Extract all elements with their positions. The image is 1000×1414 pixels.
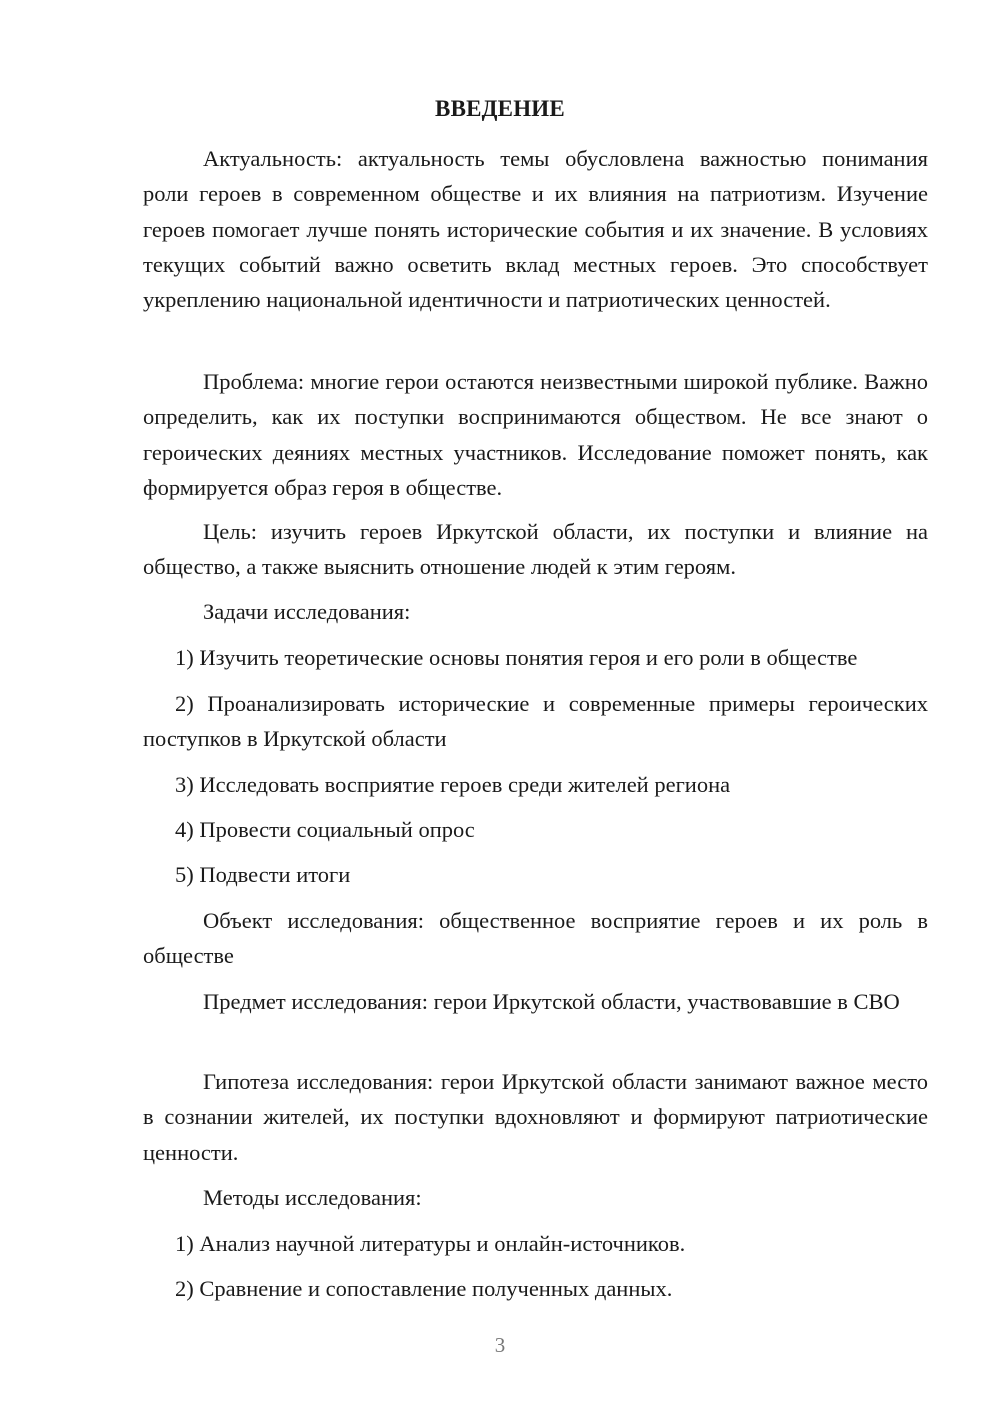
paragraph-subject: Предмет исследования: герои Иркутской области, участвовавшие в СВО (203, 989, 900, 1014)
list-item-method-1: 1) Анализ научной литературы и онлайн-источников. (175, 1231, 686, 1256)
page-number: 3 (494, 1333, 506, 1357)
list-item-task-1: 1) Изучить теоретические основы понятия героя и его роли в обществе (175, 645, 858, 670)
paragraph-methods-title: Методы исследования: (203, 1185, 422, 1210)
section-heading: ВВЕДЕНИЕ (435, 96, 565, 121)
list-item-task-4: 4) Провести социальный опрос (175, 817, 475, 842)
paragraph-object: Объект исследования: общественное восприятие героев и их роль в обществе (143, 908, 928, 969)
paragraph-hypothesis: Гипотеза исследования: герои Иркутской области занимают важное место в сознании жителей, их поступки вдохновляют и формируют патриотические ценности. (143, 1069, 928, 1165)
paragraph-tasks-title: Задачи исследования: (203, 599, 411, 624)
paragraph-goal: Цель: изучить героев Иркутской области, их поступки и влияние на общество, а также выяснить отношение людей к этим героям. (143, 519, 928, 580)
list-item-task-3: 3) Исследовать восприятие героев среди жителей региона (175, 772, 731, 797)
list-item-task-2: 2) Проанализировать исторические и современные примеры героических поступков в Иркутской области (143, 691, 928, 752)
list-item-method-2: 2) Сравнение и сопоставление полученных данных. (175, 1276, 673, 1301)
paragraph-relevance: Актуальность: актуальность темы обусловлена важностью понимания роли героев в современном обществе и их влияния на патриотизм. Изучение героев помогает лучше понять исторические события и их значение. В условиях текущих событий важно осветить вклад местных героев. Это способствует укреплению национальной идентичности и патриотических ценностей. (143, 146, 928, 313)
list-item-task-5: 5) Подвести итоги (175, 862, 351, 887)
paragraph-problem: Проблема: многие герои остаются неизвестными широкой публике. Важно определить, как их поступки воспринимаются обществом. Не все знают о героических деяниях местных участников. Исследование поможет понять, как формируется образ героя в обществе. (143, 369, 928, 500)
